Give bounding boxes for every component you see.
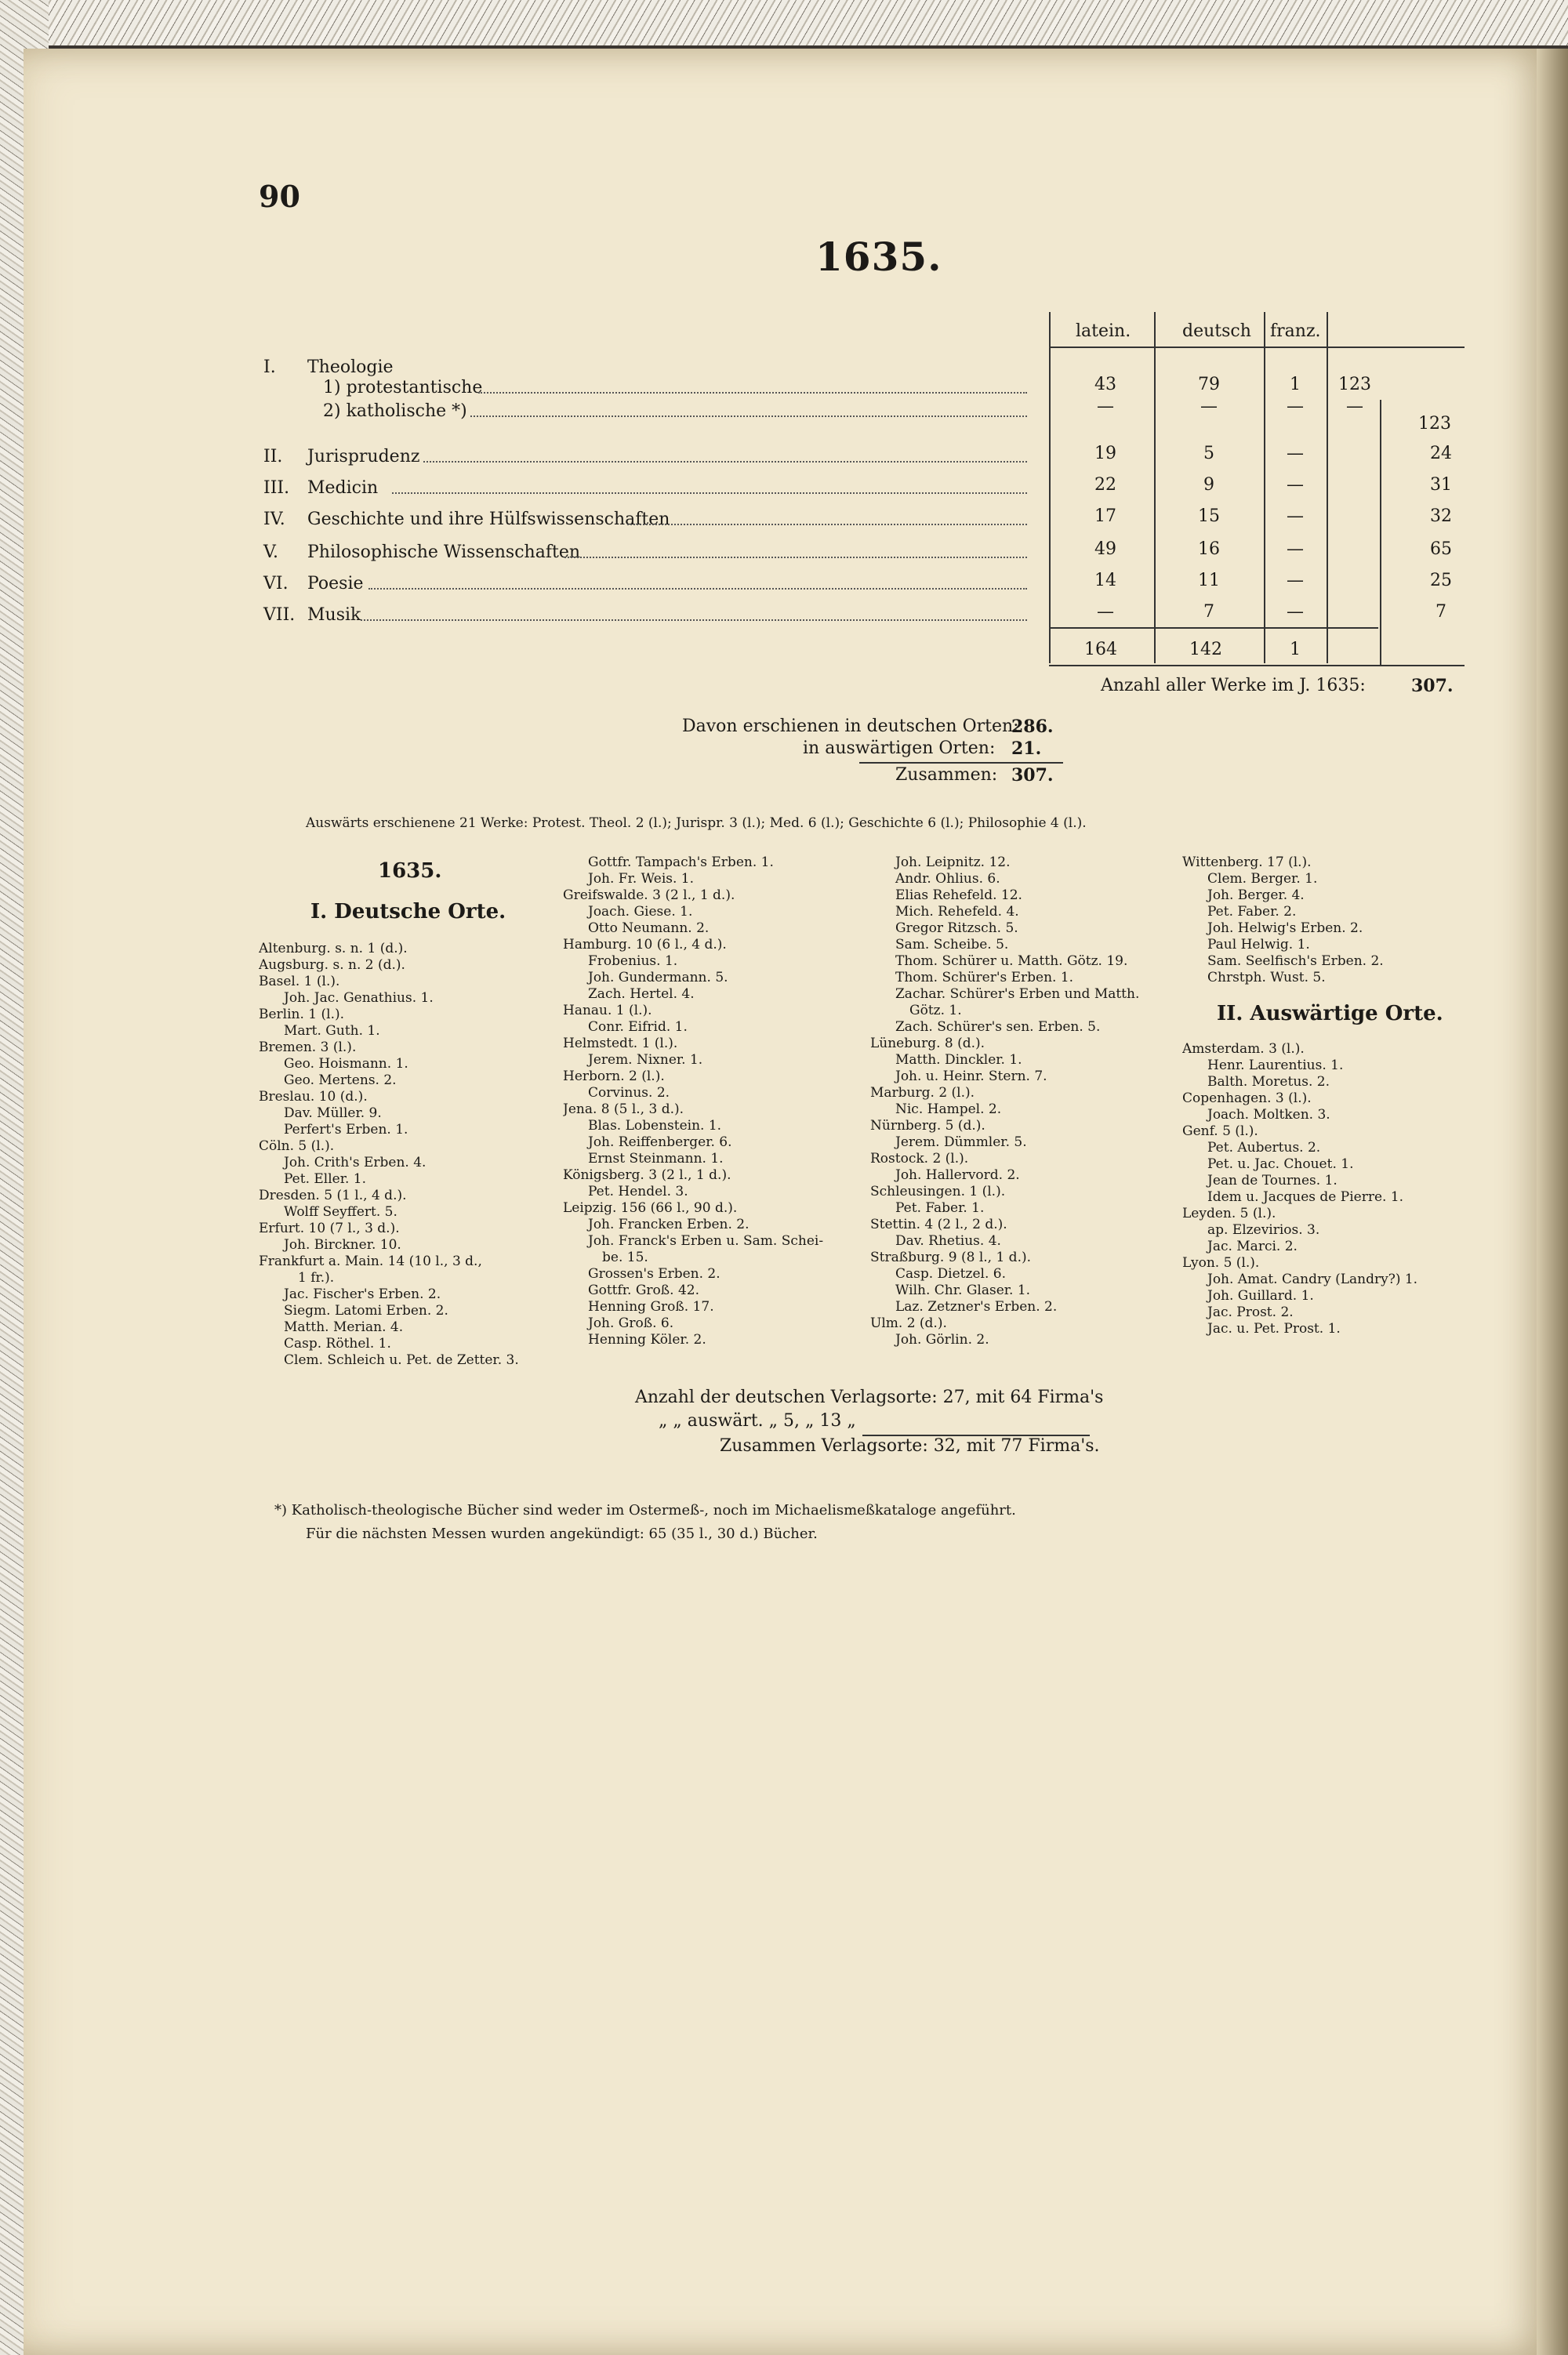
publisher-entry: Henning Groß. 17. — [588, 1299, 714, 1315]
publisher-entry: Jerem. Nixner. 1. — [588, 1052, 703, 1068]
cell-french: — — [1287, 444, 1304, 463]
publisher-entry: Gregor Ritzsch. 5. — [895, 920, 1018, 936]
cell-german: 9 — [1203, 475, 1214, 495]
publisher-entry: Jac. Fischer's Erben. 2. — [284, 1286, 441, 1302]
place-entry: Amsterdam. 3 (l.). — [1182, 1041, 1305, 1057]
place-entry: Straßburg. 9 (8 l., 1 d.). — [870, 1250, 1032, 1265]
publisher-entry: Conr. Eifrid. 1. — [588, 1019, 688, 1035]
row-num: VII. — [263, 605, 296, 625]
place-entry: Stettin. 4 (2 l., 2 d.). — [870, 1217, 1007, 1232]
cell-french: — — [1287, 602, 1304, 622]
places-line1-value: 286. — [1011, 717, 1054, 737]
row-label: Geschichte und ihre Hülfswissenschaften — [307, 510, 670, 529]
foreign-note: Auswärts erschienene 21 Werke: Protest. Theol. 2 (l.); Jurispr. 3 (l.); Med. 6 (l.); Geschichte 6 (l.); Philosophie 4 (l.). — [306, 815, 1087, 831]
publisher-entry: Otto Neumann. 2. — [588, 920, 710, 936]
cell-latin: 19 — [1094, 444, 1116, 463]
publisher-entry: Laz. Zetzner's Erben. 2. — [895, 1299, 1058, 1315]
cell-german: 16 — [1198, 539, 1220, 559]
cell-german: 79 — [1198, 375, 1220, 394]
table-rule — [1327, 312, 1328, 663]
leader-dots — [564, 557, 1027, 558]
footnote-catholic: *) Katholisch-theologische Bücher sind weder im Ostermeß-, noch im Michaelismeßkataloge angeführt. — [274, 1502, 1016, 1519]
cell-german: 11 — [1198, 571, 1220, 590]
cell-total: 31 — [1430, 475, 1452, 495]
publisher-count-german: Anzahl der deutschen Verlagsorte: 27, mit 64 Firma's — [635, 1388, 1104, 1407]
publisher-entry: Wolff Seyffert. 5. — [284, 1204, 397, 1220]
publisher-entry: Joh. Görlin. 2. — [895, 1332, 989, 1348]
row-num: III. — [263, 478, 290, 498]
table-rule — [1049, 347, 1465, 348]
table-rule — [1264, 312, 1265, 663]
place-entry: Wittenberg. 17 (l.). — [1182, 855, 1312, 870]
publisher-entry: Pet. Aubertus. 2. — [1207, 1140, 1321, 1156]
place-entry: Greifswalde. 3 (2 l., 1 d.). — [563, 887, 735, 903]
publisher-entry: Pet. Faber. 2. — [1207, 904, 1297, 920]
table-rule — [1154, 312, 1156, 663]
publisher-entry: Joh. Jac. Genathius. 1. — [284, 990, 434, 1006]
column-4-german — [1182, 855, 1476, 986]
publisher-entry: Casp. Röthel. 1. — [284, 1336, 391, 1352]
cell-french: — — [1287, 506, 1304, 526]
publisher-entry: Jean de Tournes. 1. — [1207, 1173, 1338, 1188]
cell-french: 1 — [1290, 375, 1301, 394]
place-entry: Altenburg. s. n. 1 (d.). — [259, 941, 408, 956]
cell-latin: 17 — [1094, 506, 1116, 526]
publisher-entry: Joh. Leipnitz. 12. — [895, 855, 1011, 870]
cell-total: 24 — [1430, 444, 1452, 463]
total-german: 142 — [1189, 640, 1222, 659]
place-entry: Helmstedt. 1 (l.). — [563, 1036, 678, 1051]
publisher-entry: Siegm. Latomi Erben. 2. — [284, 1303, 448, 1319]
publisher-entry: Pet. Eller. 1. — [284, 1171, 367, 1187]
leader-dots — [478, 392, 1027, 394]
publisher-entry: Jerem. Dümmler. 5. — [895, 1134, 1027, 1150]
publisher-entry: Joh. Guillard. 1. — [1207, 1288, 1314, 1304]
publisher-entry: Paul Helwig. 1. — [1207, 937, 1310, 953]
publisher-count-total: Zusammen Verlagsorte: 32, mit 77 Firma's. — [720, 1436, 1100, 1456]
publisher-entry: Balth. Moretus. 2. — [1207, 1074, 1330, 1090]
place-entry: Nürnberg. 5 (d.). — [870, 1118, 985, 1134]
row-label: Jurisprudenz — [307, 447, 420, 466]
publisher-entry: Joh. Franck's Erben u. Sam. Schei- — [588, 1233, 824, 1249]
publisher-entry: Clem. Schleich u. Pet. de Zetter. 3. — [284, 1352, 519, 1368]
publisher-entry: be. 15. — [602, 1250, 648, 1265]
place-entry: Basel. 1 (l.). — [259, 974, 340, 989]
column-2 — [563, 855, 857, 1348]
page-gutter — [1537, 49, 1568, 2355]
publisher-entry: Joach. Giese. 1. — [588, 904, 693, 920]
publisher-entry: Zachar. Schürer's Erben und Matth. — [895, 986, 1140, 1002]
cell-total: 25 — [1430, 571, 1452, 590]
row-num: IV. — [263, 510, 285, 529]
publisher-entry: Jac. u. Pet. Prost. 1. — [1207, 1321, 1341, 1337]
row-label: Musik — [307, 605, 361, 625]
column-4-foreign — [1182, 1041, 1476, 1337]
place-entry: Frankfurt a. Main. 14 (10 l., 3 d., — [259, 1254, 482, 1269]
row-num: V. — [263, 542, 279, 562]
cell-latin: 14 — [1094, 571, 1116, 590]
place-entry: Lüneburg. 8 (d.). — [870, 1036, 985, 1051]
row-label: Medicin — [307, 478, 379, 498]
place-entry: Genf. 5 (l.). — [1182, 1123, 1258, 1139]
publisher-entry: Chrstph. Wust. 5. — [1207, 970, 1326, 985]
publisher-entry: Grossen's Erben. 2. — [588, 1266, 720, 1282]
publisher-entry: Joh. u. Heinr. Stern. 7. — [895, 1069, 1047, 1084]
row-label: Poesie — [307, 574, 364, 593]
cell-french: — — [1287, 397, 1304, 416]
row-num: II. — [263, 447, 283, 466]
publisher-entry: Matth. Dinckler. 1. — [895, 1052, 1022, 1068]
publisher-entry: Dav. Müller. 9. — [284, 1105, 382, 1121]
leader-dots — [470, 415, 1027, 417]
row-label: Theologie — [307, 357, 394, 377]
publisher-entry: Joh. Berger. 4. — [1207, 887, 1305, 903]
publisher-entry: Corvinus. 2. — [588, 1085, 670, 1101]
cell-total: 32 — [1430, 506, 1452, 526]
publisher-entry: Andr. Ohlius. 6. — [895, 871, 1000, 887]
publisher-entry: Pet. Hendel. 3. — [588, 1184, 688, 1199]
cell-subtotal: — — [1346, 397, 1363, 416]
cell-german: 5 — [1203, 444, 1214, 463]
cell-latin: 22 — [1094, 475, 1116, 495]
column-3 — [870, 855, 1164, 1348]
row-label: 2) katholische *) — [323, 401, 467, 421]
cell-latin: — — [1097, 602, 1114, 622]
sum-rule — [859, 762, 1063, 764]
publisher-entry: Pet. u. Jac. Chouet. 1. — [1207, 1156, 1354, 1172]
publisher-entry: Elias Rehefeld. 12. — [895, 887, 1022, 903]
publisher-entry: Thom. Schürer's Erben. 1. — [895, 970, 1074, 985]
publisher-entry: Matth. Merian. 4. — [284, 1319, 404, 1335]
publisher-entry: Joh. Gundermann. 5. — [588, 970, 728, 985]
publisher-entry: Jac. Prost. 2. — [1207, 1305, 1294, 1320]
leader-dots — [368, 588, 1027, 590]
place-entry: Bremen. 3 (l.). — [259, 1040, 357, 1055]
table-rule — [1049, 627, 1378, 629]
publisher-entry: Joh. Groß. 6. — [588, 1315, 674, 1331]
header-latin: latein. — [1076, 321, 1131, 341]
publisher-entry: Joh. Francken Erben. 2. — [588, 1217, 750, 1232]
cell-latin: 43 — [1094, 375, 1116, 394]
row-num: I. — [263, 357, 276, 377]
publisher-entry: Jac. Marci. 2. — [1207, 1239, 1298, 1254]
place-entry: Lyon. 5 (l.). — [1182, 1255, 1260, 1271]
place-entry: Augsburg. s. n. 2 (d.). — [259, 957, 405, 973]
places-line2-label: in auswärtigen Orten: — [803, 738, 996, 758]
list-year: 1635. — [378, 859, 442, 883]
publisher-entry: Joh. Crith's Erben. 4. — [284, 1155, 426, 1170]
cell-german: — — [1200, 397, 1218, 416]
cell-latin: 49 — [1094, 539, 1116, 559]
row-label: Philosophische Wissenschaften — [307, 542, 581, 562]
publisher-entry: Zach. Hertel. 4. — [588, 986, 695, 1002]
publisher-entry: Nic. Hampel. 2. — [895, 1101, 1002, 1117]
publisher-entry: Gottfr. Groß. 42. — [588, 1283, 699, 1298]
total-latin: 164 — [1084, 640, 1117, 659]
total-works-value: 307. — [1411, 676, 1454, 696]
publisher-entry: Thom. Schürer u. Matth. Götz. 19. — [895, 953, 1128, 969]
cell-german: 15 — [1198, 506, 1220, 526]
cell-latin: — — [1097, 397, 1114, 416]
place-entry: Marburg. 2 (l.). — [870, 1085, 975, 1101]
german-heading: I. Deutsche Orte. — [310, 900, 506, 923]
column-1 — [259, 941, 553, 1369]
cell-subtotal: 123 — [1338, 375, 1371, 394]
cell-german: 7 — [1203, 602, 1214, 622]
publisher-entry: Joh. Hallervord. 2. — [895, 1167, 1020, 1183]
cell-total: 123 — [1418, 414, 1451, 434]
table-rule — [1049, 312, 1051, 663]
publisher-entry: Gottfr. Tampach's Erben. 1. — [588, 855, 774, 870]
place-entry: Königsberg. 3 (2 l., 1 d.). — [563, 1167, 731, 1183]
place-entry: Ulm. 2 (d.). — [870, 1315, 947, 1331]
publisher-entry: Joh. Amat. Candry (Landry?) 1. — [1207, 1272, 1418, 1287]
place-entry: Cöln. 5 (l.). — [259, 1138, 335, 1154]
publisher-entry: Götz. 1. — [909, 1003, 962, 1018]
publisher-entry: Joh. Fr. Weis. 1. — [588, 871, 695, 887]
publisher-entry: Frobenius. 1. — [588, 953, 678, 969]
publisher-entry: Idem u. Jacques de Pierre. 1. — [1207, 1189, 1404, 1205]
publisher-entry: Mich. Rehefeld. 4. — [895, 904, 1019, 920]
places-line2-value: 21. — [1011, 738, 1042, 759]
publisher-entry: 1 fr.). — [298, 1270, 335, 1286]
publisher-entry: Clem. Berger. 1. — [1207, 871, 1318, 887]
cell-french: — — [1287, 571, 1304, 590]
place-entry: Schleusingen. 1 (l.). — [870, 1184, 1006, 1199]
row-label: 1) protestantische — [323, 378, 483, 397]
publisher-entry: Blas. Lobenstein. 1. — [588, 1118, 722, 1134]
foreign-heading: II. Auswärtige Orte. — [1217, 1002, 1443, 1025]
publisher-entry: Joh. Birckner. 10. — [284, 1237, 401, 1253]
total-french: 1 — [1290, 640, 1301, 659]
place-entry: Hanau. 1 (l.). — [563, 1003, 652, 1018]
publisher-entry: Ernst Steinmann. 1. — [588, 1151, 724, 1167]
place-entry: Jena. 8 (5 l., 3 d.). — [563, 1101, 684, 1117]
cell-total: 65 — [1430, 539, 1452, 559]
publisher-entry: ap. Elzevirios. 3. — [1207, 1222, 1320, 1238]
leader-dots — [392, 492, 1027, 494]
place-entry: Herborn. 2 (l.). — [563, 1069, 665, 1084]
publisher-count-foreign: „ „ auswärt. „ 5, „ 13 „ — [659, 1411, 856, 1431]
publisher-entry: Geo. Mertens. 2. — [284, 1072, 397, 1088]
cell-french: — — [1287, 539, 1304, 559]
place-entry: Erfurt. 10 (7 l., 3 d.). — [259, 1221, 400, 1236]
publisher-entry: Henning Köler. 2. — [588, 1332, 706, 1348]
publisher-entry: Wilh. Chr. Glaser. 1. — [895, 1283, 1031, 1298]
leader-dots — [361, 619, 1027, 621]
row-num: VI. — [263, 574, 289, 593]
cell-total: 7 — [1436, 602, 1446, 622]
place-entry: Leyden. 5 (l.). — [1182, 1206, 1276, 1221]
publisher-entry: Joh. Reiffenberger. 6. — [588, 1134, 732, 1150]
publisher-entry: Joach. Moltken. 3. — [1207, 1107, 1330, 1123]
publisher-entry: Sam. Seelfisch's Erben. 2. — [1207, 953, 1384, 969]
place-entry: Hamburg. 10 (6 l., 4 d.). — [563, 937, 727, 953]
cell-french: — — [1287, 475, 1304, 495]
publisher-entry: Casp. Dietzel. 6. — [895, 1266, 1006, 1282]
total-works-label: Anzahl aller Werke im J. 1635: — [1101, 676, 1366, 695]
place-entry: Copenhagen. 3 (l.). — [1182, 1090, 1312, 1106]
publisher-entry: Henr. Laurentius. 1. — [1207, 1058, 1344, 1073]
marbled-top-edge — [0, 0, 1568, 45]
publisher-entry: Zach. Schürer's sen. Erben. 5. — [895, 1019, 1101, 1035]
header-french: franz. — [1270, 321, 1321, 341]
publisher-entry: Pet. Faber. 1. — [895, 1200, 985, 1216]
place-entry: Breslau. 10 (d.). — [259, 1089, 368, 1105]
year-title: 1635. — [815, 234, 942, 280]
places-line3-label: Zusammen: — [895, 765, 998, 785]
header-german: deutsch — [1182, 321, 1251, 341]
table-rule — [1049, 665, 1465, 666]
page-number: 90 — [259, 179, 300, 214]
publisher-entry: Joh. Helwig's Erben. 2. — [1207, 920, 1363, 936]
footnote-announced: Für die nächsten Messen wurden angekündigt: 65 (35 l., 30 d.) Bücher. — [306, 1526, 818, 1542]
publisher-entry: Geo. Hoismann. 1. — [284, 1056, 408, 1072]
publisher-entry: Mart. Guth. 1. — [284, 1023, 380, 1039]
publisher-entry: Sam. Scheibe. 5. — [895, 937, 1009, 953]
place-entry: Leipzig. 156 (66 l., 90 d.). — [563, 1200, 738, 1216]
place-entry: Dresden. 5 (1 l., 4 d.). — [259, 1188, 407, 1203]
places-line3-value: 307. — [1011, 765, 1054, 786]
leader-dots — [423, 461, 1027, 463]
places-line1-label: Davon erschienen in deutschen Orten: — [682, 717, 1019, 736]
publisher-entry: Perfert's Erben. 1. — [284, 1122, 408, 1138]
place-entry: Rostock. 2 (l.). — [870, 1151, 969, 1167]
place-entry: Berlin. 1 (l.). — [259, 1007, 345, 1022]
publisher-entry: Dav. Rhetius. 4. — [895, 1233, 1001, 1249]
leader-dots — [627, 524, 1027, 525]
table-rule — [1380, 400, 1381, 666]
